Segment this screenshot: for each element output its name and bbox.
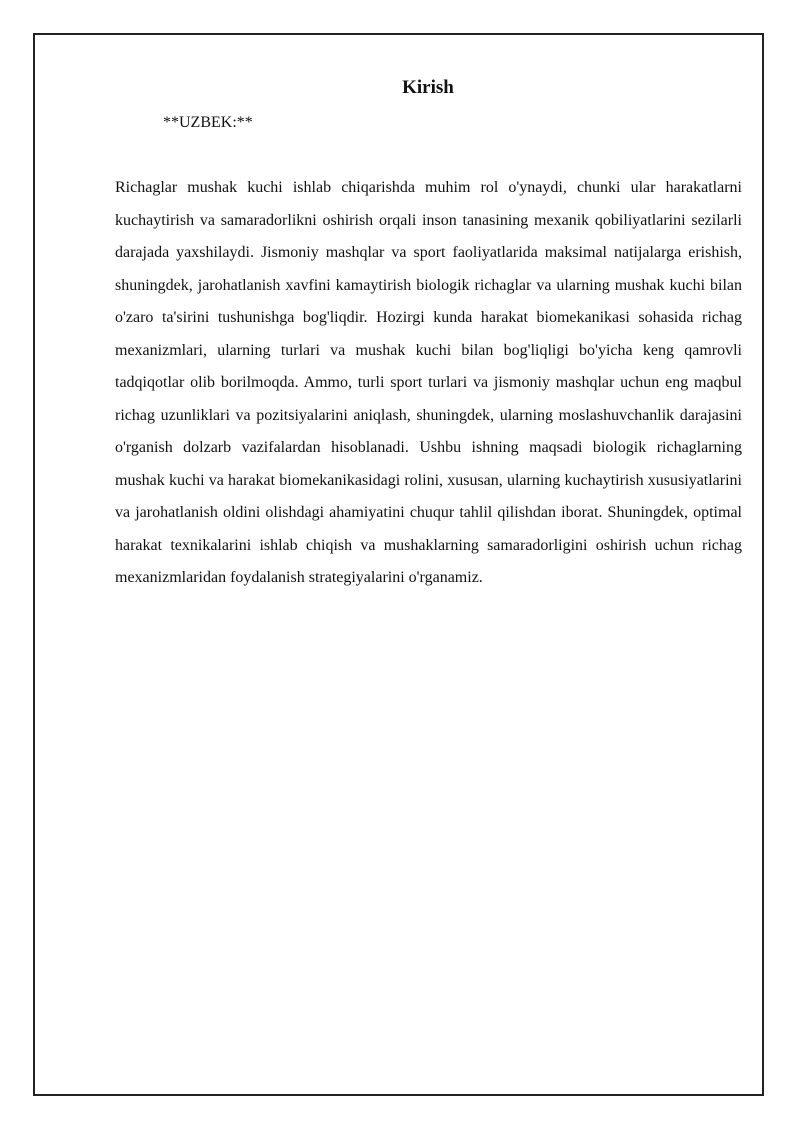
language-label: **UZBEK:** xyxy=(163,114,253,131)
body-paragraph: Richaglar mushak kuchi ishlab chiqarishda muhim rol o'ynaydi, chunki ular harakatlarni kuchaytirish va samaradorlikni oshirish orqali inson tanasining mexanik qobiliyatlarini sezilarli darajada yaxshilaydi. Jismoniy mashqlar va sport faoliyatlarida maksimal natijalarga erishish, shuningdek, jarohatlanish xavfini kamaytirish biologik richaglar va ularning mushak kuchi bilan o'zaro ta'sirini tushunishga bog'liqdir. Hozirgi kunda harakat biomekanikasi sohasida richag mexanizmlari, ularning turlari va mushak kuchi bilan bog'liqligi bo'yicha keng qamrovli tadqiqotlar olib borilmoqda. Ammo, turli sport turlari va jismoniy mashqlar uchun eng maqbul richag uzunliklari va pozitsiyalarini aniqlash, shuningdek, ularning moslashuvchanlik darajasini o'rganish dolzarb vazifalardan hisoblanadi. Ushbu ishning maqsadi biologik richaglarning mushak kuchi va harakat biomekanikasidagi rolini, xususan, ularning kuchaytirish xususiyatlarini va jarohatlanish oldini olishdagi ahamiyatini chuqur tahlil qilishdan iborat. Shuningdek, optimal harakat texnikalarini ishlab chiqish va mushaklarning samaradorligini oshirish uchun richag mexanizmlaridan foydalanish strategiyalarini o'rganamiz. xyxy=(115,179,742,586)
section-heading: Kirish xyxy=(402,77,454,98)
